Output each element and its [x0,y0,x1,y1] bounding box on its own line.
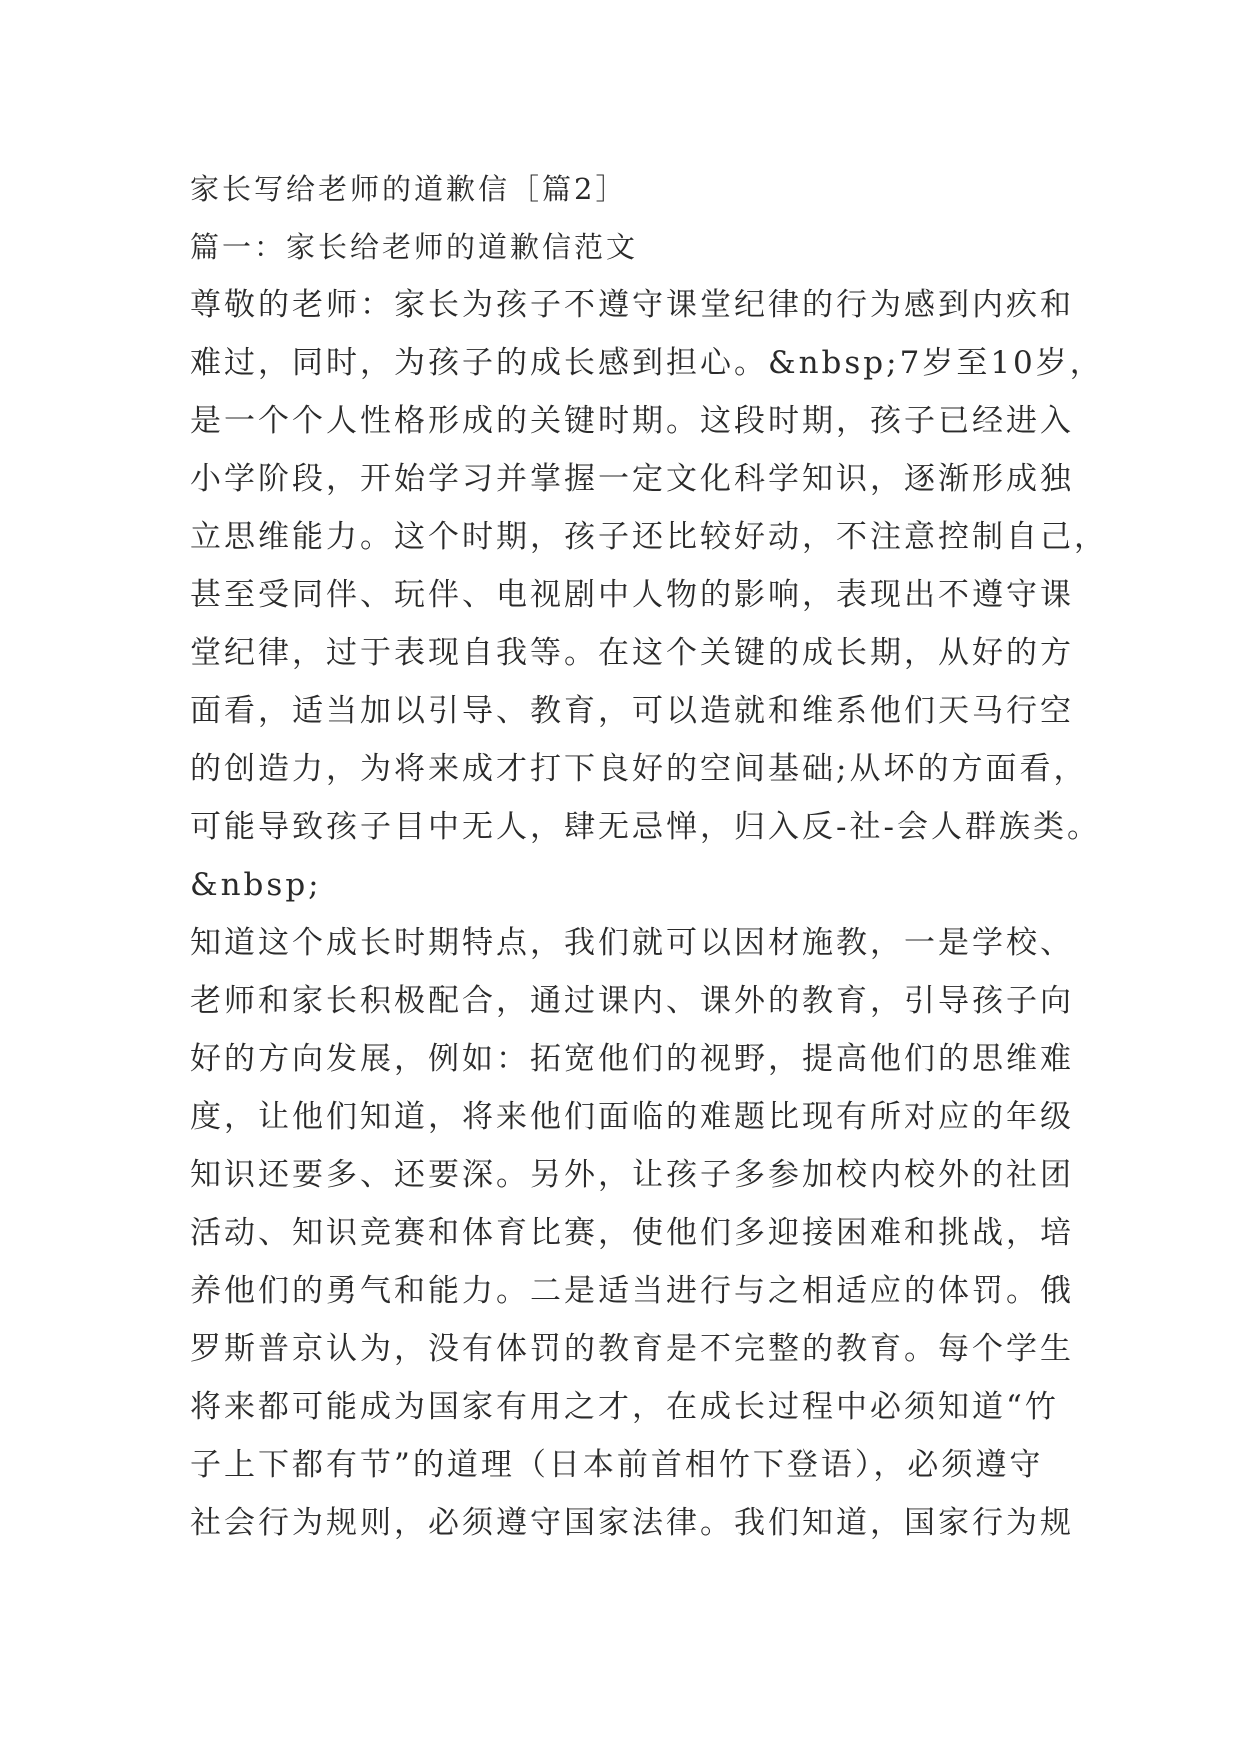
text-line: &nbsp; [190,867,322,903]
text-line: 堂纪律，过于表现自我等。在这个关键的成长期，从好的方 [190,635,1074,671]
text-line: 立思维能力。这个时期，孩子还比较好动，不注意控制自己， [190,519,1108,555]
text-line: 可能导致孩子目中无人，肆无忌惮，归入反-社-会人群族类。 [190,809,1101,845]
text-line: 知识还要多、还要深。另外，让孩子多参加校内校外的社团 [190,1157,1074,1193]
text-line: 的创造力，为将来成才打下良好的空间基础;从坏的方面看， [190,751,1088,787]
text-line: 知道这个成长时期特点，我们就可以因材施教，一是学校、 [190,925,1074,961]
text-line: 罗斯普京认为，没有体罚的教育是不完整的教育。每个学生 [190,1331,1074,1367]
paragraph-1 [190,276,1108,914]
text-line: 活动、知识竞赛和体育比赛，使他们多迎接困难和挑战，培 [190,1215,1074,1251]
text-line: 社会行为规则，必须遵守国家法律。我们知道，国家行为规 [190,1505,1074,1541]
document-subtitle: 篇一：家长给老师的道歉信范文 [190,230,639,264]
text-line: 甚至受同伴、玩伴、电视剧中人物的影响，表现出不遵守课 [190,577,1074,613]
text-line: 面看，适当加以引导、教育，可以造就和维系他们天马行空 [190,693,1074,729]
text-line: 将来都可能成为国家有用之才，在成长过程中必须知道“竹 [190,1389,1059,1425]
document-body [190,160,1108,1552]
text-line: 好的方向发展，例如：拓宽他们的视野，提高他们的思维难 [190,1041,1074,1077]
text-line: 是一个个人性格形成的关键时期。这段时期，孩子已经进入 [190,403,1074,439]
document-title: 家长写给老师的道歉信［篇2］ [190,172,628,206]
text-line: 小学阶段，开始学习并掌握一定文化科学知识，逐渐形成独 [190,461,1074,497]
text-line: 度，让他们知道，将来他们面临的难题比现有所对应的年级 [190,1099,1074,1135]
text-line: 尊敬的老师：家长为孩子不遵守课堂纪律的行为感到内疚和 [190,287,1074,323]
text-line: 子上下都有节”的道理（日本前首相竹下登语），必须遵守 [190,1447,1044,1483]
text-line: 难过，同时，为孩子的成长感到担心。&nbsp;7岁至10岁， [190,345,1104,381]
text-line: 老师和家长积极配合，通过课内、课外的教育，引导孩子向 [190,983,1074,1019]
text-line: 养他们的勇气和能力。二是适当进行与之相适应的体罚。俄 [190,1273,1074,1309]
paragraph-2 [190,914,1074,1552]
